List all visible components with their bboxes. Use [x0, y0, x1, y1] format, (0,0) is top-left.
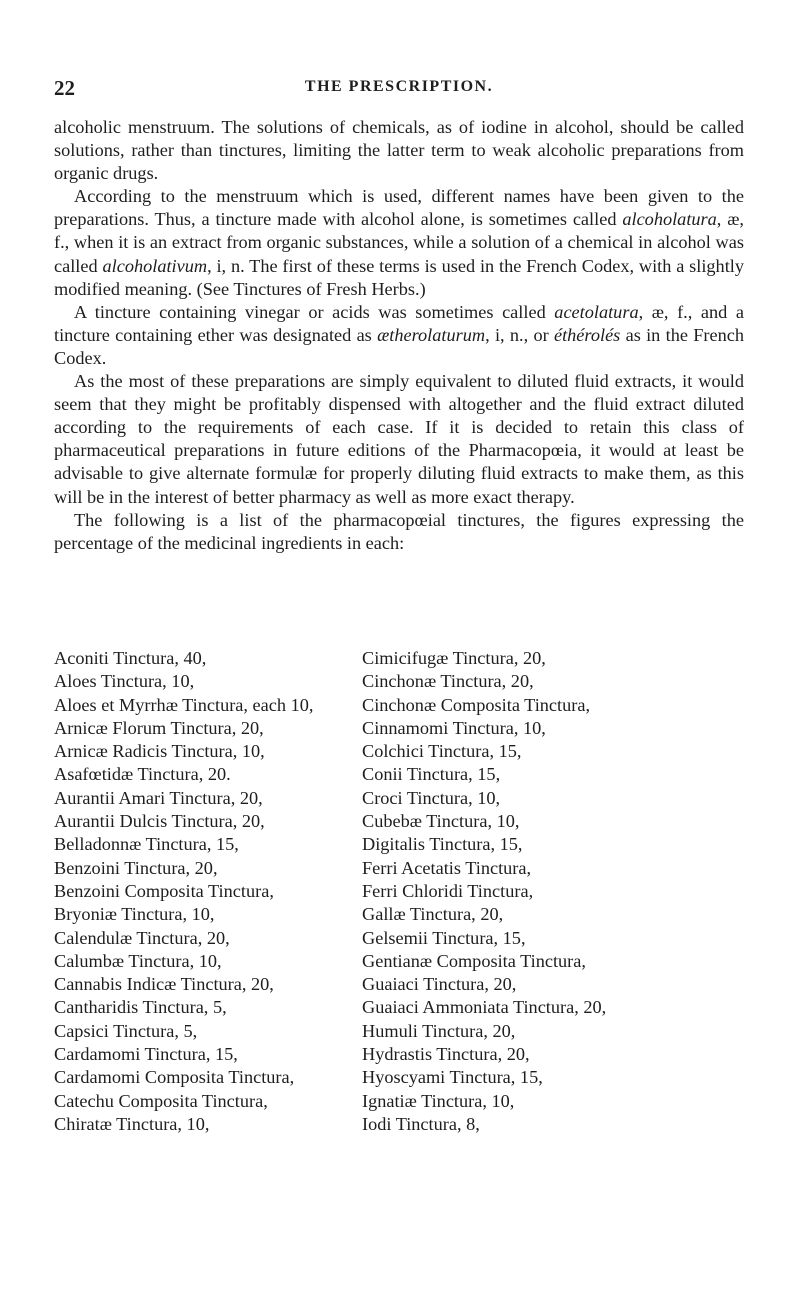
list-item: Ferri Acetatis Tinctura,: [362, 857, 532, 878]
list-item: Aurantii Dulcis Tinctura, 20,: [54, 811, 265, 832]
list-item: Asafœtidæ Tinctura, 20.: [54, 764, 231, 785]
term-alcoholativum: alcoholativum: [102, 255, 208, 276]
list-item: Calendulæ Tinctura, 20,: [54, 927, 230, 948]
page-header: [54, 76, 744, 100]
list-item: Cantharidis Tinctura, 5,: [54, 997, 227, 1018]
term-etheroles: éthérolés: [553, 324, 621, 345]
paragraph-1: alcoholic menstruum. The solutions of chemicals, as of iodine in alcohol, should be called solutions, rather than tinctures, limiting the latter term to weak alcoholic preparations from organic drugs.: [54, 117, 744, 184]
list-item: Arnicæ Florum Tinctura, 20,: [54, 717, 264, 738]
list-item: Aloes et Myrrhæ Tinctura, each 10,: [54, 694, 314, 715]
list-item: Guaiaci Tinctura, 20,: [362, 974, 517, 995]
list-item: Ignatiæ Tinctura, 10,: [362, 1090, 515, 1111]
list-item: Hydrastis Tinctura, 20,: [362, 1044, 530, 1065]
list-item: Cinchonæ Tinctura, 20,: [362, 671, 534, 692]
paragraph-3: [54, 301, 744, 370]
list-item: Cimicifugæ Tinctura, 20,: [362, 648, 546, 668]
list-item: Calumbæ Tinctura, 10,: [54, 950, 222, 971]
term-alcoholatura: alcoholatura: [622, 209, 717, 230]
list-item: Cinchonæ Composita Tinctura,: [362, 694, 591, 715]
list-item: Guaiaci Ammoniata Tinctura, 20,: [362, 997, 607, 1018]
paragraph-3-tail: as in the French Codex.: [54, 324, 744, 368]
list-item: Humuli Tinctura, 20,: [362, 1020, 516, 1041]
paragraph-3-lead: A tincture containing vinegar or acids was sometimes called: [74, 301, 555, 322]
list-item: Conii Tinctura, 15,: [362, 764, 501, 785]
paragraph-2-lead: According to the menstruum which is used, different names have been given to the preparations. Thus, a tincture made with alcohol alone, is sometimes called: [54, 186, 744, 230]
list-item: Digitalis Tinctura, 15,: [362, 834, 523, 855]
paragraph-3-mid: , æ, f., and a tincture containing ether was designated as: [54, 301, 744, 345]
list-item: Iodi Tinctura, 8,: [362, 1113, 480, 1134]
list-item: Cubebæ Tinctura, 10,: [362, 811, 520, 832]
list-item: Aconiti Tinctura, 40,: [54, 648, 207, 668]
list-item: Benzoini Composita Tinctura,: [54, 880, 274, 901]
list-item: Cannabis Indicæ Tinctura, 20,: [54, 974, 274, 995]
paragraph-5: The following is a list of the pharmacopœial tinctures, the figures expressing the percentage of the medicinal ingredients in each:: [54, 509, 744, 553]
term-acetolatura: acetolatura: [554, 301, 639, 322]
list-item: Cardamomi Composita Tinctura,: [54, 1067, 295, 1088]
list-item: Capsici Tinctura, 5,: [54, 1020, 198, 1041]
list-item: Arnicæ Radicis Tinctura, 10,: [54, 741, 265, 762]
list-item: Ferri Chloridi Tinctura,: [362, 880, 534, 901]
list-item: Gelsemii Tinctura, 15,: [362, 927, 526, 948]
page-number: 22: [54, 76, 75, 100]
list-item: Aloes Tinctura, 10,: [54, 671, 195, 692]
list-item: Catechu Composita Tinctura,: [54, 1090, 268, 1111]
list-item: Cinnamomi Tinctura, 10,: [362, 717, 546, 738]
tincture-list-left: [54, 647, 313, 1136]
list-item: Gallæ Tinctura, 20,: [362, 904, 504, 925]
list-item: Aurantii Amari Tinctura, 20,: [54, 787, 263, 808]
list-item: Chiratæ Tinctura, 10,: [54, 1113, 210, 1134]
paragraph-2: [54, 185, 744, 300]
list-item: Gentianæ Composita Tinctura,: [362, 950, 586, 971]
list-item: Hyoscyami Tinctura, 15,: [362, 1067, 543, 1088]
running-head: THE PRESCRIPTION.: [304, 78, 494, 95]
body-text: [54, 116, 744, 555]
paragraph-2-tail: , i, n. The first of these terms is used in the French Codex, with a slightly modified meaning. (See Tinctures of Fresh Herbs.): [54, 255, 744, 299]
term-aetherolaturum: ætherolaturum: [377, 324, 486, 345]
list-item: Cardamomi Tinctura, 15,: [54, 1044, 238, 1065]
list-item: Benzoini Tinctura, 20,: [54, 857, 218, 878]
list-item: Colchici Tinctura, 15,: [362, 741, 522, 762]
tincture-list-right: [362, 647, 606, 1136]
list-item: Belladonnæ Tinctura, 15,: [54, 834, 239, 855]
list-item: Bryoniæ Tinctura, 10,: [54, 904, 215, 925]
list-item: Croci Tinctura, 10,: [362, 787, 501, 808]
paragraph-2-mid: , æ, f., when it is an extract from organic substances, while a solution of a chemical in alcohol was called: [54, 209, 745, 276]
paragraph-4: As the most of these preparations are simply equivalent to diluted fluid extracts, it would seem that they might be profitably dispensed with altogether and the fluid extract diluted according to the requirements of each case. If it is decided to retain this class of pharmaceutical preparations in future editions of the Pharmacopœia, it would at least be advisable to give alternate formulæ for properly diluting fluid extracts to make them, as this will be in the interest of better pharmacy as well as more exact therapy.: [54, 371, 744, 507]
paragraph-3-mid2: , i, n., or: [485, 324, 554, 345]
